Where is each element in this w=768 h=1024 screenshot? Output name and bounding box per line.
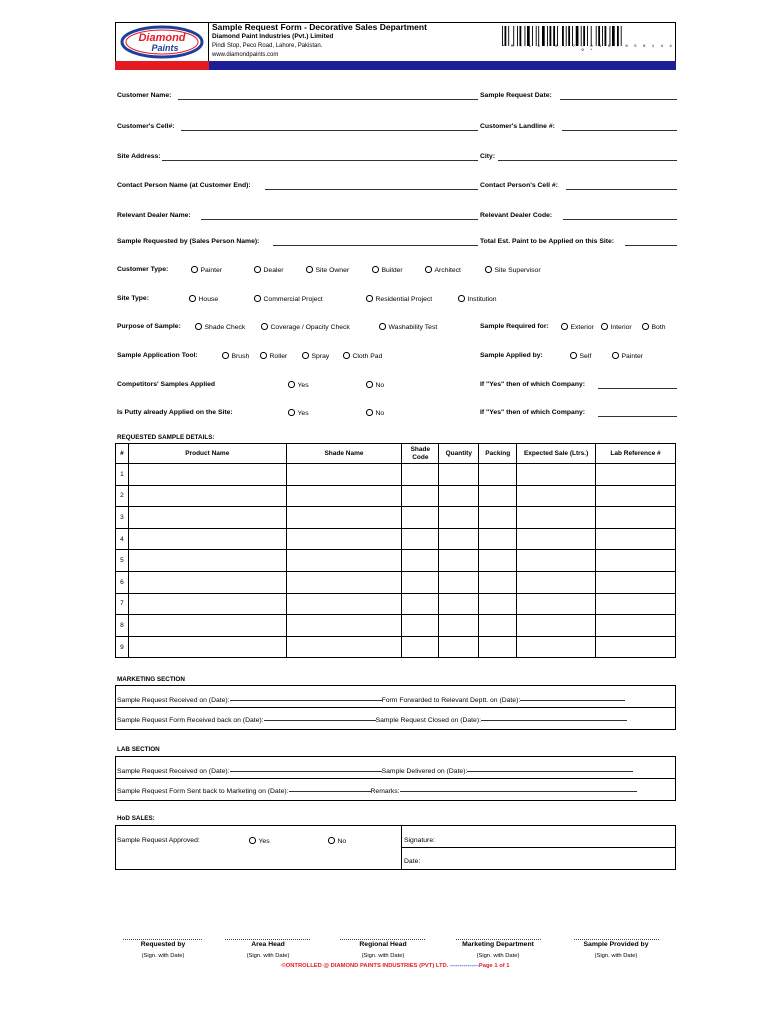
radio-circle-icon xyxy=(195,323,202,330)
table-row xyxy=(116,636,676,658)
barcode-bar xyxy=(542,26,545,46)
contact-person-name-line[interactable] xyxy=(265,189,478,190)
purpose-washability[interactable]: Washability Test xyxy=(379,323,437,331)
sig-sub-regional-head: (Sign. with Date) xyxy=(361,953,405,959)
table-row xyxy=(116,528,676,550)
application-tool-label: Sample Application Tool: xyxy=(117,352,198,359)
logo-text-paints: Paints xyxy=(151,43,179,53)
site-address-line[interactable] xyxy=(162,160,478,161)
sig-title-provided-by: Sample Provided by xyxy=(583,941,649,948)
barcode-bar xyxy=(525,26,526,46)
hod-signature-label: Signature: xyxy=(404,837,435,844)
table-cell[interactable] xyxy=(286,507,402,529)
table-cell[interactable] xyxy=(128,485,286,507)
table-row xyxy=(116,615,676,637)
table-cell[interactable] xyxy=(286,615,402,637)
barcode-bar xyxy=(550,26,552,46)
radio-circle-icon xyxy=(288,381,295,388)
sample-requested-by-label: Sample Requested by (Sales Person Name): xyxy=(117,238,260,245)
barcode-bar xyxy=(527,26,530,46)
table-cell[interactable] xyxy=(286,571,402,593)
sig-line-regional-head[interactable] xyxy=(340,939,425,940)
tool-brush[interactable]: Brush xyxy=(222,352,249,360)
red-bar xyxy=(115,61,209,70)
table-cell[interactable] xyxy=(517,507,596,529)
barcode-bar xyxy=(591,26,592,46)
hod-date-label: Date: xyxy=(404,858,421,865)
company-address: Pindi Stop, Peco Road, Lahore, Pakistan. xyxy=(212,43,323,49)
radio-circle-icon xyxy=(328,837,335,844)
table-cell[interactable] xyxy=(596,636,676,658)
contact-person-name-label: Contact Person Name (at Customer End): xyxy=(117,182,251,189)
table-cell[interactable] xyxy=(286,528,402,550)
relevant-dealer-code-line[interactable] xyxy=(563,219,677,220)
diamond-paints-logo xyxy=(115,22,209,61)
barcode-bar xyxy=(517,26,518,46)
table-cell[interactable] xyxy=(286,485,402,507)
site-address-label: Site Address: xyxy=(117,153,161,160)
table-cell[interactable] xyxy=(439,485,479,507)
customer-name-label: Customer Name: xyxy=(117,92,172,99)
table-cell[interactable] xyxy=(439,571,479,593)
table-cell[interactable] xyxy=(286,464,402,486)
table-cell[interactable] xyxy=(479,571,517,593)
table-cell[interactable] xyxy=(286,550,402,572)
sig-title-regional-head: Regional Head xyxy=(359,941,407,948)
footer-page: Page 1 of 1 xyxy=(478,963,510,969)
table-cell[interactable] xyxy=(402,571,439,593)
radio-circle-icon xyxy=(302,352,309,359)
col-number: # xyxy=(116,444,129,464)
row-number: 4 xyxy=(116,528,129,550)
purpose-shade-check[interactable]: Shade Check xyxy=(195,323,245,331)
barcode-bar xyxy=(612,26,615,46)
lab-remarks-label: Remarks: xyxy=(370,788,400,795)
table-cell[interactable] xyxy=(128,507,286,529)
table-cell[interactable] xyxy=(439,550,479,572)
lab-delivered-label: Sample Delivered on (Date): xyxy=(381,768,468,775)
hod-yes-option[interactable]: Yes xyxy=(249,837,270,845)
sig-sub-requested: (Sign. with Date) xyxy=(141,953,185,959)
table-row xyxy=(116,571,676,593)
radio-circle-icon xyxy=(191,266,198,273)
form-title: Sample Request Form - Decorative Sales Department xyxy=(212,22,427,32)
competitors-label: Competitors' Samples Applied xyxy=(117,381,216,388)
marketing-forwarded-line[interactable] xyxy=(520,700,625,701)
customer-type-site-supervisor[interactable]: Site Supervisor xyxy=(485,266,541,274)
table-cell[interactable] xyxy=(517,464,596,486)
barcode-bar xyxy=(505,26,507,46)
row-number: 2 xyxy=(116,485,129,507)
marketing-box xyxy=(115,685,676,730)
table-cell[interactable] xyxy=(517,593,596,615)
company-name: Diamond Paint Industries (Pvt.) Limited xyxy=(212,33,334,40)
relevant-dealer-name-line[interactable] xyxy=(201,219,478,220)
lab-box xyxy=(115,756,676,801)
table-cell[interactable] xyxy=(128,615,286,637)
barcode xyxy=(502,26,674,46)
table-cell[interactable] xyxy=(439,464,479,486)
site-type-label: Site Type: xyxy=(117,295,149,302)
barcode-bar xyxy=(513,26,514,46)
blue-bar xyxy=(209,61,676,70)
sample-required-for-label: Sample Required for: xyxy=(480,323,549,330)
table-cell[interactable] xyxy=(402,528,439,550)
contact-person-cell-line[interactable] xyxy=(566,189,677,190)
table-cell[interactable] xyxy=(286,636,402,658)
sig-line-area-head[interactable] xyxy=(225,939,310,940)
radio-circle-icon xyxy=(458,295,465,302)
radio-circle-icon xyxy=(249,837,256,844)
col-packing: Packing xyxy=(479,444,517,464)
logo-text-diamond: Diamond xyxy=(138,32,186,44)
table-cell[interactable] xyxy=(596,615,676,637)
col-quantity: Quantity xyxy=(439,444,479,464)
table-cell[interactable] xyxy=(479,550,517,572)
hod-no-option[interactable]: No xyxy=(328,837,346,845)
table-cell[interactable] xyxy=(517,550,596,572)
customer-landline-line[interactable] xyxy=(562,130,677,131)
radio-circle-icon xyxy=(379,323,386,330)
table-cell[interactable] xyxy=(596,507,676,529)
table-cell[interactable] xyxy=(479,528,517,550)
barcode-bar xyxy=(557,26,558,46)
table-cell[interactable] xyxy=(479,615,517,637)
table-cell[interactable] xyxy=(596,571,676,593)
table-cell[interactable] xyxy=(439,528,479,550)
lab-divider xyxy=(116,778,675,779)
putty-company-label: If "Yes" then of which Company: xyxy=(480,409,586,416)
radio-circle-icon xyxy=(288,409,295,416)
footer-dashes: --------------- xyxy=(448,963,479,969)
barcode-bar xyxy=(538,26,539,46)
col-shade-name: Shade Name xyxy=(286,444,402,464)
site-type-commercial[interactable]: Commercial Project xyxy=(254,295,323,303)
radio-circle-icon xyxy=(612,352,619,359)
lab-heading: LAB SECTION xyxy=(117,746,160,753)
barcode-bar xyxy=(581,26,582,46)
barcode-text: * M - 1 4 - 0 - 7 - 0 1 0 - 0 5 0 1 4 4 9 * xyxy=(502,45,674,53)
barcode-bar xyxy=(605,26,607,46)
radio-circle-icon xyxy=(366,409,373,416)
city-label: City: xyxy=(480,153,496,160)
marketing-forwarded-label: Form Forwarded to Relevant Deptt. on (Date): xyxy=(381,697,521,704)
sample-requested-by-line[interactable] xyxy=(273,245,478,246)
applied-by-painter[interactable]: Painter xyxy=(612,352,643,360)
table-cell[interactable] xyxy=(402,593,439,615)
putty-no[interactable]: No xyxy=(366,409,384,417)
hod-box xyxy=(115,825,676,870)
row-number: 1 xyxy=(116,464,129,486)
lab-delivered-line[interactable] xyxy=(467,771,633,772)
marketing-divider xyxy=(116,707,675,708)
table-cell[interactable] xyxy=(479,507,517,529)
sig-sub-provided-by: (Sign. with Date) xyxy=(594,953,638,959)
table-cell[interactable] xyxy=(402,464,439,486)
footer-controlled: ©ONTROLLED @ DIAMOND PAINTS INDUSTRIES (PVT) LTD. xyxy=(281,963,449,969)
table-cell[interactable] xyxy=(128,464,286,486)
marketing-received-line[interactable] xyxy=(230,700,382,701)
sig-sub-area-head: (Sign. with Date) xyxy=(246,953,290,959)
marketing-row-2 xyxy=(117,717,675,724)
sig-title-marketing: Marketing Department xyxy=(462,941,534,948)
barcode-bar xyxy=(536,26,537,46)
lab-remarks-line[interactable] xyxy=(400,791,637,792)
radio-circle-icon xyxy=(260,352,267,359)
city-line[interactable] xyxy=(498,160,677,161)
col-shade-code: Shade Code xyxy=(402,444,439,464)
logo-cell xyxy=(115,22,209,61)
barcode-bar xyxy=(576,26,579,46)
row-number: 7 xyxy=(116,593,129,615)
putty-company-line[interactable] xyxy=(598,416,677,417)
tool-roller[interactable]: Roller xyxy=(260,352,287,360)
table-cell[interactable] xyxy=(402,550,439,572)
barcode-bar xyxy=(508,26,509,46)
table-cell[interactable] xyxy=(402,636,439,658)
barcode-bar xyxy=(617,26,619,46)
customer-type-label: Customer Type: xyxy=(117,266,169,273)
applied-by-label: Sample Applied by: xyxy=(480,352,543,359)
barcode-bar xyxy=(520,26,522,46)
barcode-bar xyxy=(562,26,564,46)
total-est-paint-label: Total Est. Paint to be Applied on this Site: xyxy=(480,238,615,245)
table-cell[interactable] xyxy=(128,571,286,593)
barcode-bar xyxy=(583,26,585,46)
radio-circle-icon xyxy=(306,266,313,273)
table-cell[interactable] xyxy=(479,464,517,486)
col-lab-reference: Lab Reference # xyxy=(596,444,676,464)
table-cell[interactable] xyxy=(596,464,676,486)
col-product-name: Product Name xyxy=(128,444,286,464)
marketing-received-label: Sample Request Received on (Date): xyxy=(117,697,230,704)
table-cell[interactable] xyxy=(128,528,286,550)
radio-circle-icon xyxy=(366,295,373,302)
table-cell[interactable] xyxy=(517,636,596,658)
radio-circle-icon xyxy=(561,323,568,330)
customer-type-dealer[interactable]: Dealer xyxy=(254,266,284,274)
table-cell[interactable] xyxy=(439,507,479,529)
marketing-received-back-line[interactable] xyxy=(264,720,376,721)
barcode-bar xyxy=(587,26,588,46)
company-website: www.diamondpaints.com xyxy=(212,52,279,58)
lab-sent-back-line[interactable] xyxy=(289,791,371,792)
table-cell[interactable] xyxy=(439,593,479,615)
table-cell[interactable] xyxy=(128,550,286,572)
sample-request-date-line[interactable] xyxy=(560,99,677,100)
barcode-bar xyxy=(566,26,567,46)
table-cell[interactable] xyxy=(517,528,596,550)
hod-row-1 xyxy=(117,837,675,844)
sample-details-table xyxy=(115,443,676,658)
hod-heading: HoD SALES: xyxy=(117,815,155,822)
radio-circle-icon xyxy=(254,266,261,273)
table-cell[interactable] xyxy=(128,593,286,615)
table-cell[interactable] xyxy=(596,550,676,572)
barcode-bar xyxy=(502,26,503,46)
table-row xyxy=(116,507,676,529)
competitors-company-label: If "Yes" then of which Company: xyxy=(480,381,586,388)
radio-circle-icon xyxy=(642,323,649,330)
applied-by-self[interactable]: Self xyxy=(570,352,591,360)
radio-circle-icon xyxy=(372,266,379,273)
lab-row-2 xyxy=(117,788,675,795)
table-cell[interactable] xyxy=(517,485,596,507)
radio-circle-icon xyxy=(343,352,350,359)
marketing-closed-line[interactable] xyxy=(481,720,627,721)
table-row xyxy=(116,550,676,572)
table-cell[interactable] xyxy=(517,571,596,593)
radio-circle-icon xyxy=(425,266,432,273)
customer-type-builder[interactable]: Builder xyxy=(372,266,403,274)
customer-cell-line[interactable] xyxy=(181,130,478,131)
lab-received-label: Sample Request Received on (Date): xyxy=(117,768,230,775)
customer-cell-label: Customer's Cell#: xyxy=(117,123,175,130)
row-number: 3 xyxy=(116,507,129,529)
hod-divider xyxy=(401,847,675,848)
competitors-yes[interactable]: Yes xyxy=(288,381,309,389)
row-number: 6 xyxy=(116,571,129,593)
lab-received-line[interactable] xyxy=(230,771,382,772)
marketing-heading: MARKETING SECTION xyxy=(117,676,185,683)
customer-landline-label: Customer's Landline #: xyxy=(480,123,555,130)
barcode-bar xyxy=(596,26,597,46)
radio-circle-icon xyxy=(222,352,229,359)
table-cell[interactable] xyxy=(402,485,439,507)
barcode-bar xyxy=(602,26,603,46)
putty-label: Is Putty already Applied on the Site: xyxy=(117,409,233,416)
footer xyxy=(115,963,676,969)
lab-row-1 xyxy=(117,768,675,775)
required-for-interior[interactable]: Interior xyxy=(601,323,632,331)
barcode-bar xyxy=(598,26,600,46)
tool-cloth-pad[interactable]: Cloth Pad xyxy=(343,352,382,360)
marketing-row-1 xyxy=(117,697,675,704)
barcode-bar xyxy=(621,26,622,46)
sig-sub-marketing: (Sign. with Date) xyxy=(476,953,520,959)
sig-line-provided-by[interactable] xyxy=(574,939,659,940)
barcode-bar xyxy=(568,26,570,46)
col-expected-sale: Expected Sale (Ltrs.) xyxy=(517,444,596,464)
relevant-dealer-code-label: Relevant Dealer Code: xyxy=(480,212,553,219)
relevant-dealer-name-label: Relevant Dealer Name: xyxy=(117,212,191,219)
table-cell[interactable] xyxy=(128,636,286,658)
radio-circle-icon xyxy=(261,323,268,330)
table-cell[interactable] xyxy=(517,615,596,637)
table-cell[interactable] xyxy=(286,593,402,615)
radio-circle-icon xyxy=(366,381,373,388)
table-cell[interactable] xyxy=(596,528,676,550)
table-cell[interactable] xyxy=(479,593,517,615)
site-type-institution[interactable]: Institution xyxy=(458,295,497,303)
contact-person-cell-label: Contact Person's Cell #: xyxy=(480,182,558,189)
table-cell[interactable] xyxy=(439,636,479,658)
table-cell[interactable] xyxy=(596,485,676,507)
purpose-label: Purpose of Sample: xyxy=(117,323,181,330)
competitors-no[interactable]: No xyxy=(366,381,384,389)
radio-circle-icon xyxy=(189,295,196,302)
purpose-coverage[interactable]: Coverage / Opacity Check xyxy=(261,323,350,331)
customer-type-site-owner[interactable]: Site Owner xyxy=(306,266,349,274)
table-row xyxy=(116,485,676,507)
radio-circle-icon xyxy=(570,352,577,359)
table-cell[interactable] xyxy=(479,485,517,507)
row-number: 8 xyxy=(116,615,129,637)
radio-circle-icon xyxy=(485,266,492,273)
required-for-both[interactable]: Both xyxy=(642,323,665,331)
putty-yes[interactable]: Yes xyxy=(288,409,309,417)
table-cell[interactable] xyxy=(402,507,439,529)
sample-request-date-label: Sample Request Date: xyxy=(480,92,552,99)
hod-approved-label: Sample Request Approved: xyxy=(117,837,200,844)
competitors-company-line[interactable] xyxy=(598,388,677,389)
table-cell[interactable] xyxy=(439,615,479,637)
table-cell[interactable] xyxy=(402,615,439,637)
marketing-closed-label: Sample Request Closed on (Date): xyxy=(375,717,481,724)
sample-details-heading: REQUESTED SAMPLE DETAILS: xyxy=(117,434,215,441)
site-type-house[interactable]: House xyxy=(189,295,218,303)
barcode-bar xyxy=(572,26,573,46)
site-type-residential[interactable]: Residential Project xyxy=(366,295,432,303)
table-row xyxy=(116,593,676,615)
table-cell[interactable] xyxy=(596,593,676,615)
sig-title-area-head: Area Head xyxy=(251,941,285,948)
sig-line-requested[interactable] xyxy=(123,939,202,940)
customer-name-line[interactable] xyxy=(178,99,478,100)
customer-type-painter[interactable]: Painter xyxy=(191,266,222,274)
table-row xyxy=(116,464,676,486)
lab-sent-back-label: Sample Request Form Sent back to Marketing on (Date): xyxy=(117,788,289,795)
sig-line-marketing[interactable] xyxy=(456,939,541,940)
radio-circle-icon xyxy=(601,323,608,330)
row-number: 9 xyxy=(116,636,129,658)
row-number: 5 xyxy=(116,550,129,572)
barcode-bar xyxy=(547,26,548,46)
barcode-bar xyxy=(553,26,555,46)
barcode-bar xyxy=(532,26,533,46)
marketing-received-back-label: Sample Request Form Received back on (Date): xyxy=(117,717,264,724)
barcode-bar xyxy=(610,26,611,46)
table-header-row xyxy=(116,444,676,464)
table-cell[interactable] xyxy=(479,636,517,658)
customer-type-architect[interactable]: Architect xyxy=(425,266,461,274)
radio-circle-icon xyxy=(254,295,261,302)
required-for-exterior[interactable]: Exterior xyxy=(561,323,594,331)
tool-spray[interactable]: Spray xyxy=(302,352,329,360)
sig-title-requested: Requested by xyxy=(140,941,186,948)
total-est-paint-line[interactable] xyxy=(625,245,677,246)
